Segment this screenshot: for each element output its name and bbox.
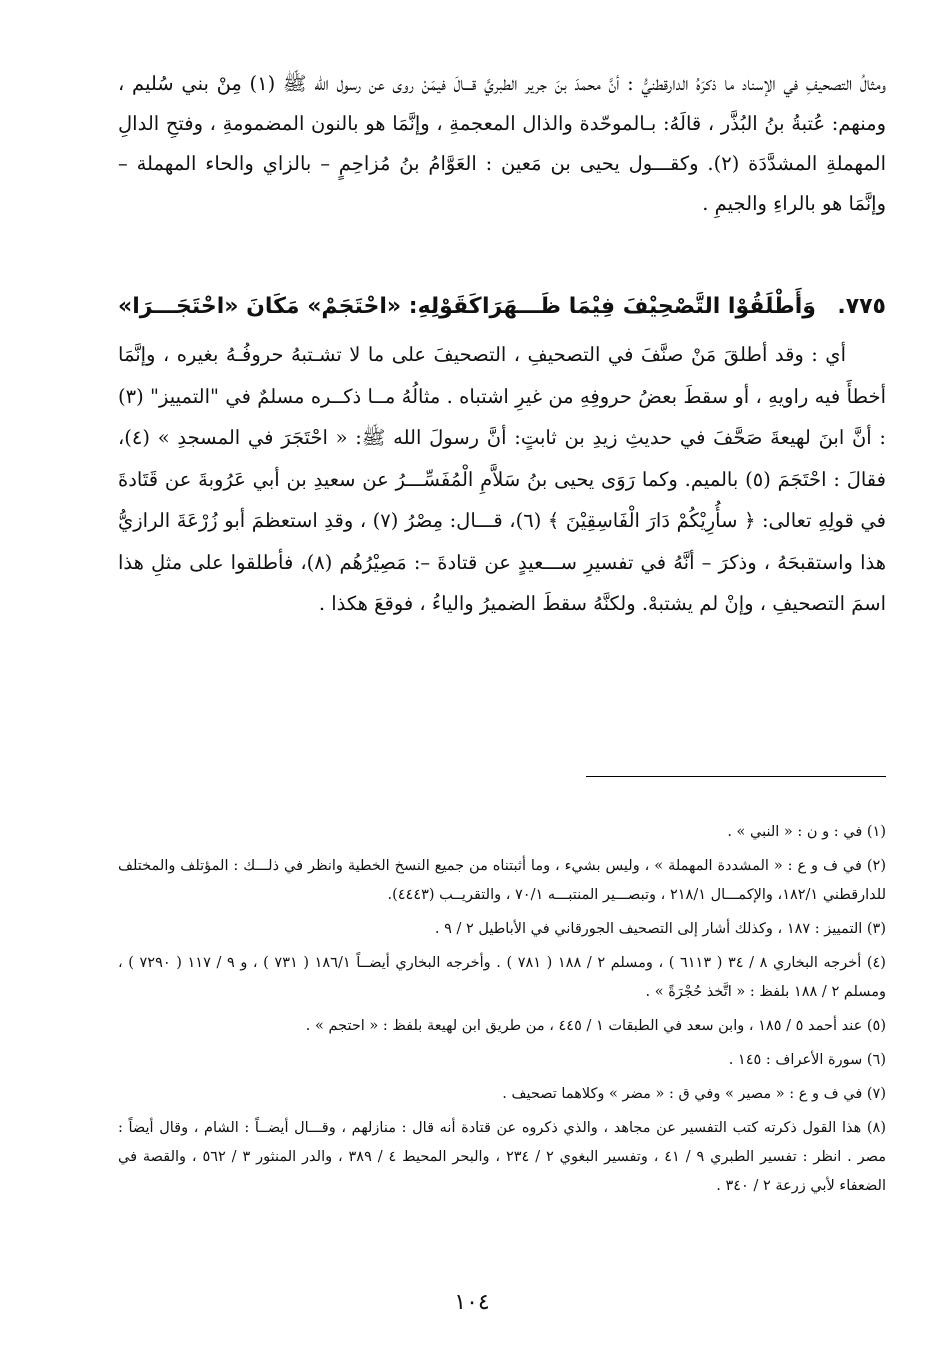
footnote-1: (١) في : و ن : « النبي » .: [727, 824, 886, 840]
footnote-7: (٧) في ف و ع : « مصير » وفي ق : « مضر » وكلاهما تصحيف .: [502, 1086, 886, 1102]
footnote-8: (٨) هذا القول ذكرته كتب التفسير عن مجاهد ، والذي ذكروه عن قتادة أنه قال : منازلهم ، وقـــال أيضــاً : الشام ، وقال أيضاً : مصر . انظر : تفسير الطبري ٩ / ٤١ ، وتفسير البغوي ٢ / ٢٣٤ ، والبحر المحيط ٤ / ٣٨٩ ، والدر المنثور ٣ / ٥٦٢ ، والقصة في الضعفاء لأبي زرعة ٢ / ٣٤٠ .: [118, 1120, 886, 1194]
verse-number: ٧٧٥.: [837, 294, 886, 319]
verse-line: [118, 285, 886, 329]
footnote-separator: [586, 776, 886, 777]
footnotes: [118, 818, 886, 1206]
footnote-5: (٥) عند أحمد ٥ / ١٨٥ ، وابن سعد في الطبقات ١ / ٤٤٥ ، من طريق ابن لهيعة بلفظ : « احتجم » .: [305, 1018, 886, 1034]
footnote-3: (٣) التمييز : ١٨٧ ، وكذلك أشار إلى التصحيف الجورقاني في الأباطيل ٢ / ٩ .: [434, 921, 886, 937]
paragraph-2: أي : وقد أطلقَ مَنْ صنَّفَ في التصحيفِ ، التصحيفَ على ما لا تشـتبهُ حروفُـهُ بغيره ، وإنَّمَا أخطأَ فيه راويهِ ، أو سقطَ بعضُ حروفِهِ من غيرِ اشتباه . مثالُهُ مــا ذكــره مسلمٌ في "التمييز" (٣) : أنَّ ابنَ لهيعةَ صَحَّفَ في حديثِ زيدِ بن ثابتٍ: أنَّ رسولَ الله ﷺ: « احْتَجَرَ في المسجدِ » (٤)، فقالَ : احْتَجَمَ (٥) بالميم. وكما رَوَى يحيى بنُ سَلاَّمِ الْمُفَسِّـــرُ عن سعيدِ بن أبي عَرُوبةَ عن قَتَادةَ في قولِهِ تعالى: ﴿ سأُرِيْكُمْ دَارَ الْفَاسِقِيْنَ ﴾ (٦)، قـــال: مِصْرُ (٧) ، وقدِ استعظمَ أبو زُرْعَةَ الرازيُّ هذا واستقبحَهُ ، وذكرَ – أنَّهُ في تفسيرِ ســـعيدٍ عن قتادةَ –: مَصِيْرُهُم (٨)، فأطلقوا على مثلِ هذا اسمَ التصحيفِ ، وإنْ لم يشتبهْ. ولكنَّهُ سقطَ الضميرُ والياءُ ، فوقعَ هكذا .: [118, 343, 887, 615]
footnote-4: (٤) أخرجه البخاري ٨ / ٣٤ ( ٦١١٣ ) ، ومسلم ٢ / ١٨٨ ( ٧٨١ ) . وأخرجه البخاري أيضــاً ١٨٦/١ ( ٧٣١ ) ، و ٩ / ١١٧ ( ٧٢٩٠ ) ، ومسلم ٢ / ١٨٨ بلفظ : « اتَّخذ حُجْرَةً » .: [118, 955, 886, 1000]
main-text: [118, 64, 886, 224]
paragraph-1: ومثالُ التصحيفِ في الإسناد ما ذكرَهُ الدارقطنيُّ : أنَّ محمدَ بنَ جرير الطبريَّ قـــالَ فيمَنْ روى عن رسول الله ﷺ (١) مِنْ بني سُليم ، ومنهم: عُتبةُ بنُ البُذَّر ، قالَهُ: بـالموحّدة والذال المعجمةِ ، وإنَّمَا هو بالنون المضمومةِ ، وفتحِ الدالِ المهملةِ المشدَّدَة (٢). وكقـــول يحيى بن مَعين : العَوَّامُ بنُ مُزاحِمٍ – بالزاي والحاء المهملة – وإنَّمَا هو بالراءِ والجيمِ .: [118, 72, 886, 215]
footnote-6: (٦) سورة الأعراف : ١٤٥ .: [728, 1052, 886, 1068]
page-number: ١٠٤: [454, 1290, 490, 1315]
verse-hemistich-2: كَقَوْلِهِ: «احْتَجَمْ» مَكَانَ «احْتَجَـــرَا»: [118, 294, 482, 319]
commentary-text: [118, 334, 886, 625]
verse-hemistich-1: وَأَطْلَقُوْا التَّصْحِيْفَ فِيْمَا ظَـــهَرَا: [482, 294, 816, 319]
footnote-2: (٢) في ف و ع : « المشددة المهملة » ، وليس بشيء ، وما أثبتناه من جميع النسخ الخطية وانظر في ذلـــك : المؤتلف والمختلف للدارقطني ١٨٢/١، والإكمـــال ٢١٨/١ ، وتبصـــير المنتبـــه ٧٠/١ ، والتقريــب (٤٤٤٣).: [118, 858, 886, 903]
